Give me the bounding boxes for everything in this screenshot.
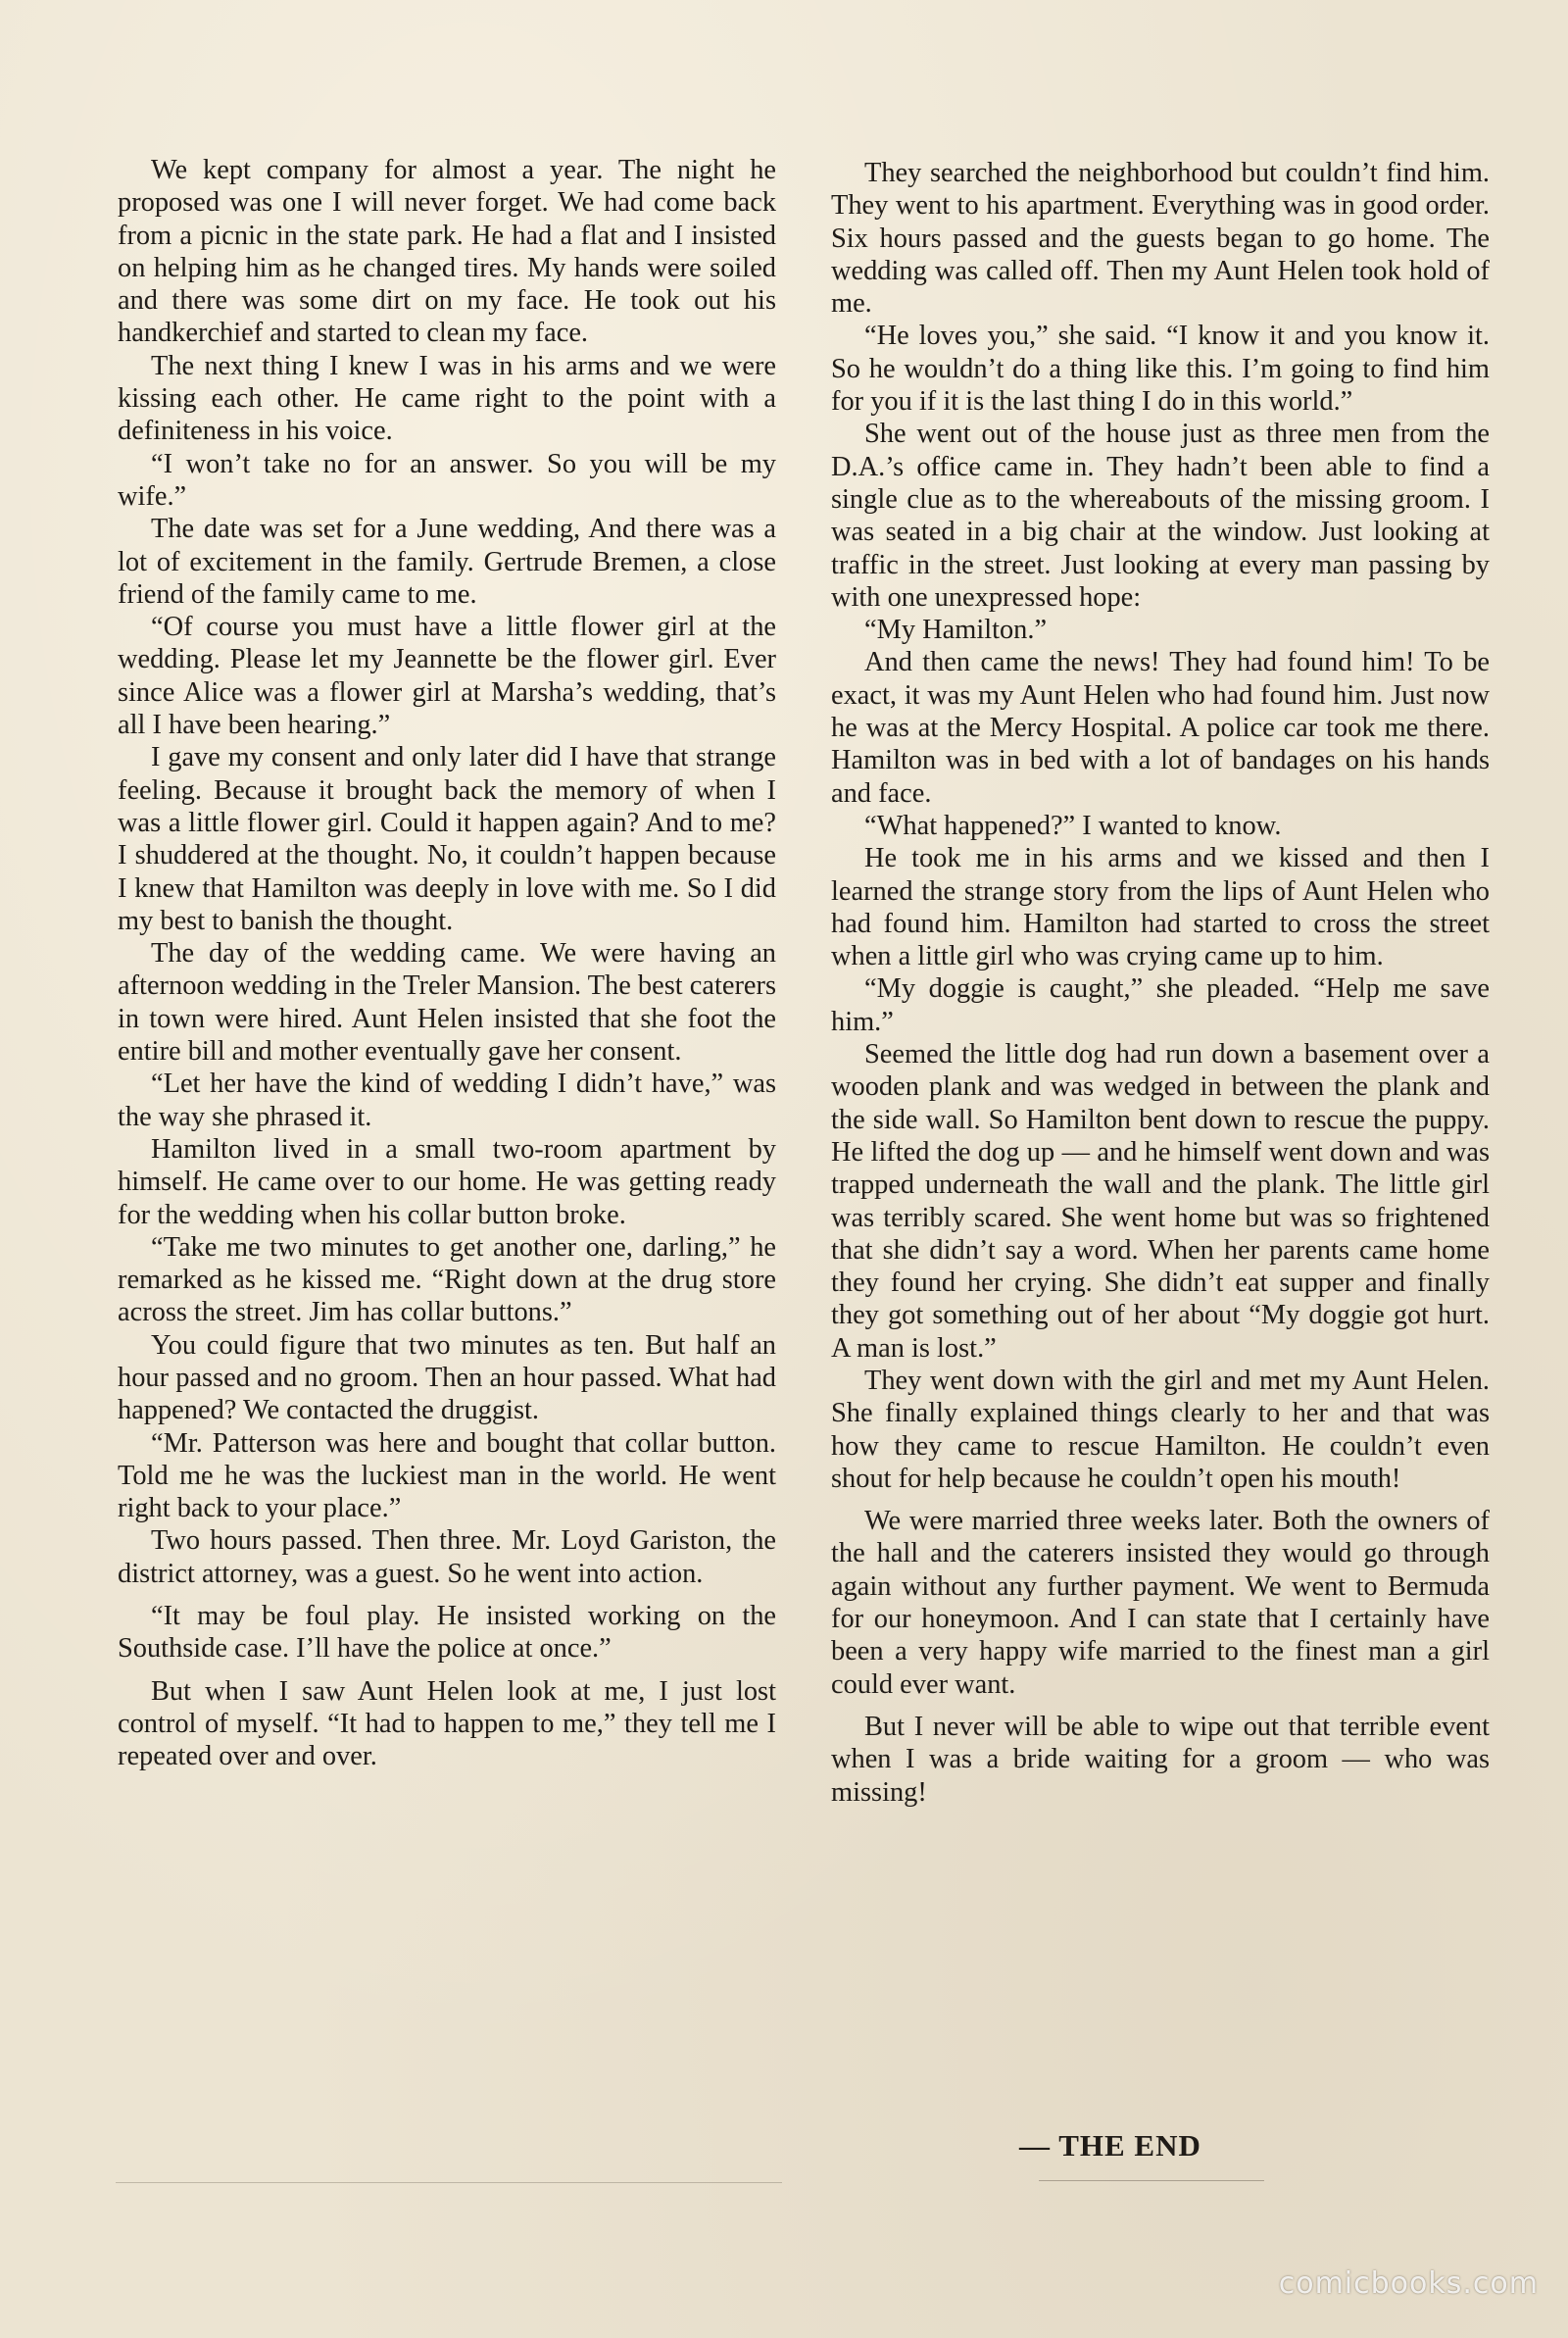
paragraph: “Of course you must have a little flower girl at the wedding. Please let my Jeannette be the flower girl. Ever since Alice was a flower girl at Marsha’s wedding, that’s all I have been hearing.”: [118, 612, 776, 741]
paragraph: But I never will be able to wipe out that terrible event when I was a bride waiting for a groom — who was missing!: [831, 1711, 1490, 1808]
paragraph: “Take me two minutes to get another one, darling,” he remarked as he kissed me. “Right down at the drug store across the street. Jim has collar buttons.”: [118, 1231, 776, 1328]
right-text-column: [831, 157, 1490, 1809]
paragraph: “Mr. Patterson was here and bought that collar button. Told me he was the luckiest man in the world. He went right back to your place.”: [118, 1427, 776, 1524]
paragraph: “My doggie is caught,” she pleaded. “Help me save him.”: [831, 973, 1490, 1037]
paragraph: They went down with the girl and met my Aunt Helen. She finally explained things clearly to her and that was how they came to rescue Hamilton. He couldn’t even shout for help because he couldn’t open his mouth!: [831, 1365, 1490, 1494]
the-end-mark: — THE END: [1019, 2128, 1201, 2163]
paragraph: She went out of the house just as three men from the D.A.’s office came in. They hadn’t been able to find a single clue as to the whereabouts of the missing groom. I was seated in a big chair at the window. Just looking at traffic in the street. Just looking at every man passing by with one unexpressed hope:: [831, 419, 1490, 613]
paragraph: “What happened?” I wanted to know.: [864, 810, 1282, 841]
bottom-divider: [116, 2182, 782, 2183]
paragraph: You could figure that two minutes as ten. But half an hour passed and no groom. Then an hour passed. What had happened? We contacted the druggist.: [118, 1329, 776, 1426]
paragraph: “My Hamilton.”: [864, 615, 1048, 646]
left-text-column: [118, 154, 776, 1773]
paragraph: “I won’t take no for an answer. So you will be my wife.”: [118, 448, 776, 512]
paragraph: The date was set for a June wedding, And there was a lot of excitement in the family. Gertrude Bremen, a close friend of the family came to me.: [118, 514, 776, 610]
paragraph: “He loves you,” she said. “I know it and you know it. So he wouldn’t do a thing like this. I’m going to find him for you if it is the last thing I do in this world.”: [831, 321, 1490, 418]
paragraph: “Let her have the kind of wedding I didn’t have,” was the way she phrased it.: [118, 1069, 776, 1132]
paragraph: I gave my consent and only later did I have that strange feeling. Because it brought back the memory of when I was a little flower girl. Could it happen again? And to me? I shuddered at the thought. No, it couldn’t happen because I knew that Hamilton was deeply in love with me. So I did my best to banish the thought.: [118, 742, 776, 936]
paragraph: And then came the news! They had found him! To be exact, it was my Aunt Helen who had found him. Just now he was at the Mercy Hospital. A police car took me there. Hamilton was in bed with a lot of bandages on his hands and face.: [831, 647, 1490, 809]
paragraph: Seemed the little dog had run down a basement over a wooden plank and was wedged in between the plank and the side wall. So Hamilton bent down to rescue the puppy. He lifted the dog up — and he himself went down and was trapped underneath the wall and the plank. The little girl was terribly scared. She went home but was so frightened that she didn’t say a word. When her parents came home they found her crying. She didn’t eat supper and finally they got something out of her about “My doggie got hurt. A man is lost.”: [831, 1039, 1490, 1364]
paragraph: He took me in his arms and we kissed and then I learned the strange story from the lips of Aunt Helen who had found him. Hamilton had started to cross the street when a little girl who was crying came up to him.: [831, 843, 1490, 972]
paragraph: The day of the wedding came. We were having an afternoon wedding in the Treler Mansion. The best caterers in town were hired. Aunt Helen insisted that she foot the entire bill and mother eventually gave her consent.: [118, 938, 777, 1068]
end-underline: [1039, 2180, 1264, 2181]
paragraph: We were married three weeks later. Both the owners of the hall and the caterers insisted they would go through again without any further payment. We went to Bermuda for our honeymoon. And I can state that I certainly have been a very happy wife married to the finest man a girl could ever want.: [831, 1506, 1490, 1700]
paragraph: Two hours passed. Then three. Mr. Loyd Gariston, the district attorney, was a guest. So he went into action.: [118, 1525, 776, 1589]
paragraph: “It may be foul play. He insisted working on the Southside case. I’ll have the police at once.”: [118, 1601, 776, 1665]
paragraph: The next thing I knew I was in his arms and we were kissing each other. He came right to the point with a definiteness in his voice.: [118, 350, 776, 447]
paragraph: Hamilton lived in a small two-room apartment by himself. He came over to our home. He was getting ready for the wedding when his collar button broke.: [118, 1133, 776, 1230]
watermark-text: comicbooks.com: [1278, 2266, 1539, 2301]
paragraph: But when I saw Aunt Helen look at me, I just lost control of myself. “It had to happen to me,” they tell me I repeated over and over.: [118, 1675, 776, 1772]
paragraph: They searched the neighborhood but couldn’t find him. They went to his apartment. Everything was in good order. Six hours passed and the guests began to go home. The wedding was called off. Then my Aunt Helen took hold of me.: [831, 158, 1490, 320]
paragraph: We kept company for almost a year. The night he proposed was one I will never forget. We had come back from a picnic in the state park. He had a flat and I insisted on helping him as he changed tires. My hands were soiled and there was some dirt on my face. He took out his handkerchief and started to clean my face.: [118, 155, 776, 349]
